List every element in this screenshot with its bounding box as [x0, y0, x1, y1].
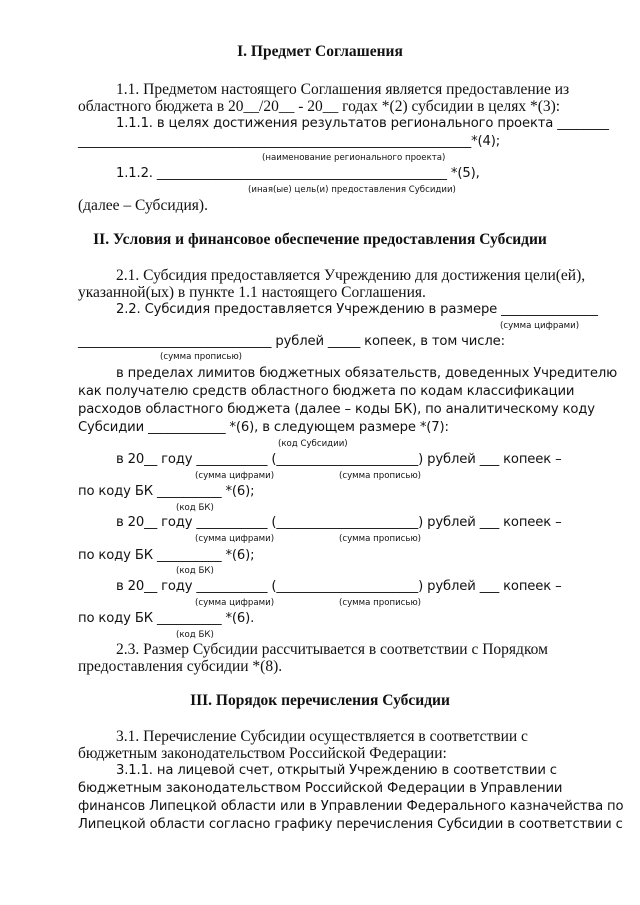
caption-year-2-digits: (сумма цифрами) [195, 534, 275, 544]
paragraph-2-3-line-2: предоставления субсидии *(8). [78, 658, 283, 675]
paragraph-2-2-line-1: 2.2. Субсидия предоставляется Учреждению в размере _______________ [116, 302, 598, 317]
caption-bk-3: (код БК) [176, 630, 214, 640]
year-row-1: в 20__ году ___________ (______________________) рублей ___ копеек – [116, 452, 562, 467]
caption-subsidy-code: (код Субсидии) [278, 439, 348, 449]
limits-line-3: расходов областного бюджета (далее – коды БК), по аналитическому коду [78, 402, 595, 417]
p11-text: 1.1. Предметом настоящего Соглашения является предоставление из [116, 81, 570, 98]
paragraph-3-1-line-1: 3.1. Перечисление Субсидии осуществляется в соответствии с [116, 728, 528, 745]
limits-line-2: как получателю средств областного бюджета по кодам классификации [78, 384, 575, 399]
paragraph-2-1-line-2: указанной(ых) в пункте 1.1 настоящего Соглашения. [78, 284, 426, 301]
paragraph-3-1-1-line-2: бюджетным законодательством Российской Федерации в Управлении [78, 781, 563, 796]
section-3-title: III. Порядок перечисления Субсидии [190, 692, 450, 709]
year-row-2: в 20__ году ___________ (______________________) рублей ___ копеек – [116, 515, 562, 530]
limits-line-4: Субсидии ____________ *(6), в следующем размере *(7): [78, 420, 449, 435]
bk-row-3: по коду БК __________ *(6). [78, 611, 255, 626]
limits-line-1: в пределах лимитов бюджетных обязательств, доведенных Учредителю [116, 366, 618, 381]
paragraph-2-3-line-1: 2.3. Размер Субсидии рассчитывается в соответствии с Порядком [116, 641, 548, 658]
paragraph-1-1-2-line-1: 1.1.2. _____________________________________________ *(5), [116, 166, 480, 181]
paragraph-1-1-2-line-2: (далее – Субсидия). [78, 197, 208, 214]
caption-year-1-words: (сумма прописью) [339, 471, 422, 481]
caption-sum-digits: (сумма цифрами) [500, 321, 580, 331]
caption-year-3-words: (сумма прописью) [339, 598, 422, 608]
paragraph-1-1-line-2: областного бюджета в 20__/20__ - 20__ годах *(2) субсидии в целях *(3): [78, 98, 561, 115]
paragraph-3-1-1-line-3: финансов Липецкой области или в Управлении Федерального казначейства по [78, 799, 624, 814]
caption-other-goal: (иная(ые) цель(и) предоставления Субсидии) [248, 185, 456, 195]
paragraph-3-1-1-line-4: Липецкой области согласно графику перечисления Субсидии в соответствии с [78, 817, 623, 832]
paragraph-1-1-line-1 [116, 82, 594, 98]
section-2-title: II. Условия и финансовое обеспечение предоставления Субсидии [93, 231, 547, 248]
caption-bk-1: (код БК) [176, 503, 214, 513]
caption-year-1-digits: (сумма цифрами) [195, 471, 275, 481]
year-row-3: в 20__ году ___________ (______________________) рублей ___ копеек – [116, 579, 562, 594]
paragraph-3-1-line-2: бюджетным законодательством Российской Федерации: [78, 745, 447, 762]
paragraph-3-1-1-line-1: 3.1.1. на лицевой счет, открытый Учреждению в соответствии с [116, 763, 557, 778]
caption-bk-2: (код БК) [176, 566, 214, 576]
caption-year-3-digits: (сумма цифрами) [195, 598, 275, 608]
paragraph-2-1-line-1: 2.1. Субсидия предоставляется Учреждению для достижения цели(ей), [116, 267, 586, 284]
bk-row-1: по коду БК __________ *(6); [78, 484, 255, 499]
paragraph-1-1-1-line-2: _____________________________________________________________*(4); [78, 134, 501, 149]
caption-sum-words: (сумма прописью) [160, 352, 243, 362]
caption-project-name: (наименование регионального проекта) [262, 153, 446, 163]
paragraph-1-1-1-line-1: 1.1.1. в целях достижения результатов регионального проекта ________ [116, 116, 609, 131]
bk-row-2: по коду БК __________ *(6); [78, 548, 255, 563]
paragraph-2-2-line-2: ______________________________ рублей _____ копеек, в том числе: [78, 334, 505, 349]
section-1-title: I. Предмет Соглашения [237, 43, 403, 60]
caption-year-2-words: (сумма прописью) [339, 534, 422, 544]
